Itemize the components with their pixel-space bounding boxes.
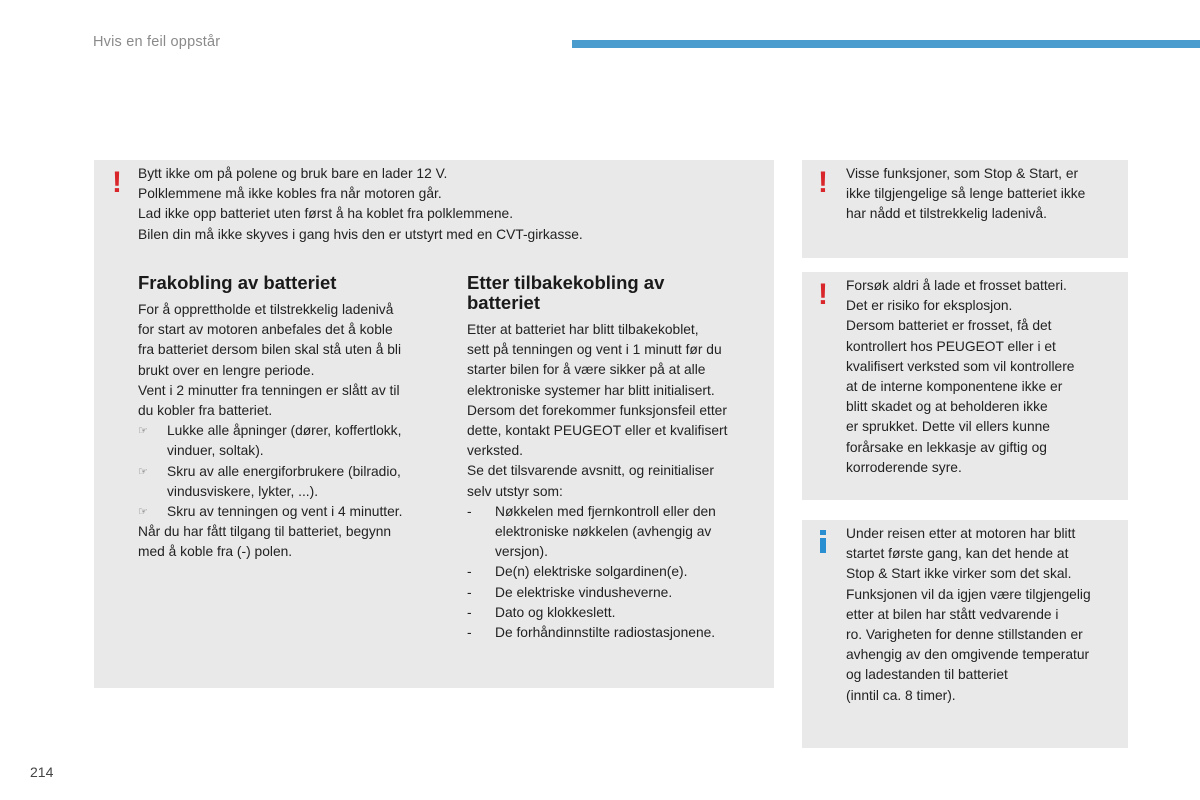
side-line: at de interne komponentene ikke er — [846, 379, 1063, 395]
pointing-hand-icon: ☞ — [138, 425, 148, 438]
dash-line: Nøkkelen med fjernkontroll eller den — [495, 503, 716, 519]
side-line: Visse funksjoner, som Stop & Start, er — [846, 166, 1079, 181]
body-line: Etter at batteriet har blitt tilbakekoblet, — [467, 322, 699, 337]
body-line: du kobler fra batteriet. — [138, 403, 273, 419]
warning-line: Polklemmene må ikke kobles fra når motoren går. — [138, 186, 442, 202]
dash-marker: - — [467, 604, 472, 620]
body-line: brukt over en lengre periode. — [138, 362, 315, 378]
side-box-text — [846, 276, 1074, 478]
running-header: Hvis en feil oppstår — [93, 34, 221, 50]
dash-marker: - — [467, 503, 472, 519]
body-line: for start av motoren anbefales det å koble — [138, 322, 393, 338]
bullet-line: Skru av alle energiforbrukere (bilradio, — [167, 463, 401, 479]
heading-line: Etter tilbakekobling av — [467, 272, 665, 293]
pointing-hand-icon: ☞ — [138, 465, 148, 478]
side-line: blitt skadet og at beholderen ikke — [846, 399, 1048, 415]
dash-line: De(n) elektriske solgardinen(e). — [495, 564, 688, 580]
warning-text — [138, 164, 583, 245]
bullet-line: vinduer, soltak). — [167, 443, 264, 459]
bullet-item — [138, 421, 448, 461]
side-line: har nådd et tilstrekkelig ladenivå. — [846, 206, 1047, 222]
body-line: selv utstyr som: — [467, 483, 563, 499]
side-line: er sprukket. Dette vil ellers kunne — [846, 419, 1050, 435]
side-line: Forsøk aldri å lade et frosset batteri. — [846, 278, 1067, 293]
warning-icon: ! — [818, 278, 828, 311]
body-line: Se det tilsvarende avsnitt, og reinitialiser — [467, 463, 714, 479]
side-warning-box-frozen-battery — [802, 272, 1128, 500]
pointing-hand-icon: ☞ — [138, 506, 148, 519]
side-line: ikke tilgjengelige så lenge batteriet ikke — [846, 186, 1086, 202]
warning-line: Bilen din må ikke skyves i gang hvis den er utstyrt med en CVT-girkasse. — [138, 226, 583, 242]
side-warning-box-stop-start — [802, 160, 1128, 258]
side-line: etter at bilen har stått vedvarende i — [846, 606, 1059, 622]
body-line: starter bilen for å være sikker på at alle — [467, 362, 706, 378]
section-heading-reconnect — [467, 273, 664, 313]
bullet-line: vindusviskere, lykter, ...). — [167, 483, 319, 499]
body-line: Dersom det forekommer funksjonsfeil etter — [467, 402, 727, 418]
side-line: Funksjonen vil da igjen være tilgjengelig — [846, 586, 1091, 602]
body-line: Vent i 2 minutter fra tenningen er slått av til — [138, 382, 400, 398]
dash-item — [467, 502, 767, 563]
dash-line: De forhåndinnstilte radiostasjonene. — [495, 625, 716, 641]
side-box-text — [846, 164, 1085, 225]
side-line: Under reisen etter at motoren har blitt — [846, 526, 1076, 541]
body-line: verksted. — [467, 443, 523, 459]
side-line: Det er risiko for eksplosjon. — [846, 298, 1013, 314]
header-accent-bar — [572, 40, 1200, 48]
side-box-text — [846, 524, 1091, 706]
body-line: med å koble fra (-) polen. — [138, 544, 293, 560]
side-line: avhengig av den omgivende temperatur — [846, 647, 1090, 663]
body-line: elektroniske systemer har blitt initialisert. — [467, 382, 715, 398]
section-heading-disconnect: Frakobling av batteriet — [138, 272, 337, 293]
dash-line: Dato og klokkeslett. — [495, 604, 616, 620]
dash-item — [467, 583, 767, 603]
dash-item — [467, 623, 767, 643]
side-line: Stop & Start ikke virker som det skal. — [846, 566, 1072, 582]
side-line: ro. Varigheten for denne stillstanden er — [846, 627, 1083, 643]
section-body-reconnect — [467, 320, 767, 643]
dash-line: versjon). — [495, 544, 548, 560]
dash-line: De elektriske vindusheverne. — [495, 584, 673, 600]
heading-line: batteriet — [467, 292, 540, 313]
dash-line: elektroniske nøkkelen (avhengig av — [495, 524, 712, 540]
body-line: Når du har fått tilgang til batteriet, begynn — [138, 524, 392, 540]
warning-icon: ! — [112, 166, 122, 199]
body-line: fra batteriet dersom bilen skal stå uten å bli — [138, 342, 402, 358]
dash-marker: - — [467, 625, 472, 641]
dash-marker: - — [467, 564, 472, 580]
dash-item — [467, 603, 767, 623]
side-line: kvalifisert verksted som vil kontrollere — [846, 358, 1075, 374]
bullet-item — [138, 462, 448, 502]
bullet-item — [138, 502, 448, 522]
body-line: dette, kontakt PEUGEOT eller et kvalifisert — [467, 423, 728, 439]
side-line: kontrollert hos PEUGEOT eller i et — [846, 338, 1056, 354]
warning-icon: ! — [818, 166, 828, 199]
side-line: (inntil ca. 8 timer). — [846, 687, 956, 703]
side-line: korroderende syre. — [846, 459, 962, 475]
bullet-line: Lukke alle åpninger (dører, koffertlokk, — [167, 423, 402, 439]
side-line: og ladestanden til batteriet — [846, 667, 1008, 683]
bullet-line: Skru av tenningen og vent i 4 minutter. — [167, 504, 403, 520]
dash-item — [467, 562, 767, 582]
body-line: sett på tenningen og vent i 1 minutt før du — [467, 342, 722, 358]
dash-marker: - — [467, 584, 472, 600]
side-line: forårsake en lekkasje av giftig og — [846, 439, 1047, 455]
side-info-box-stop-start — [802, 520, 1128, 748]
page-number: 214 — [30, 764, 54, 780]
side-line: Dersom batteriet er frosset, få det — [846, 318, 1052, 334]
side-line: startet første gang, kan det hende at — [846, 546, 1069, 562]
warning-line: Bytt ikke om på polene og bruk bare en lader 12 V. — [138, 166, 448, 181]
warning-line: Lad ikke opp batteriet uten først å ha koblet fra polklemmene. — [138, 206, 514, 222]
body-line: For å opprettholde et tilstrekkelig ladenivå — [138, 302, 394, 317]
section-body-disconnect — [138, 300, 448, 563]
main-warning-box — [94, 160, 774, 688]
